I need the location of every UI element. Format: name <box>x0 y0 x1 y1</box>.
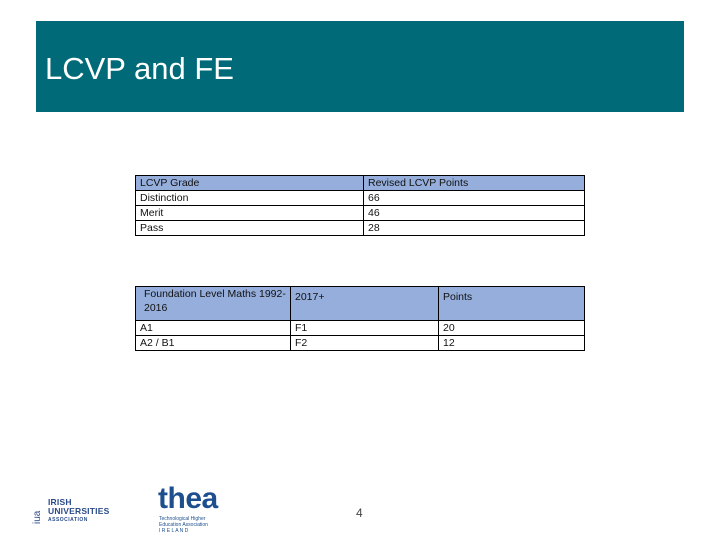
table-header-row <box>136 287 585 321</box>
table-row <box>136 321 585 336</box>
foundation-maths-table <box>135 286 585 351</box>
iua-line: ASSOCIATION <box>48 517 88 523</box>
iua-line: IRISH <box>48 497 72 507</box>
thea-wordmark: thea <box>158 482 218 515</box>
thea-line: Technological Higher <box>159 516 206 522</box>
table-row <box>136 191 585 206</box>
lcvp-points-table <box>135 175 585 236</box>
table-cell: Distinction <box>136 191 364 206</box>
header-cell: 2017+ <box>291 287 439 321</box>
header-cell: LCVP Grade <box>136 176 364 191</box>
table-cell: 46 <box>364 206 585 221</box>
table-row <box>136 336 585 351</box>
header-cell: Points <box>439 287 585 321</box>
slide-title: LCVP and FE <box>45 51 234 86</box>
table-cell: 66 <box>364 191 585 206</box>
table-cell: A1 <box>136 321 291 336</box>
table-row <box>136 221 585 236</box>
header-cell: Foundation Level Maths 1992-2016 <box>136 287 291 321</box>
page-number: 4 <box>356 506 363 520</box>
title-bar <box>36 21 684 112</box>
table-cell: F1 <box>291 321 439 336</box>
header-cell: Revised LCVP Points <box>364 176 585 191</box>
thea-line: Education Association <box>159 522 208 528</box>
table-cell: Pass <box>136 221 364 236</box>
table-cell: 20 <box>439 321 585 336</box>
thea-logo <box>158 482 228 534</box>
table-header-row <box>136 176 585 191</box>
iua-logo <box>30 496 120 526</box>
table-cell: Merit <box>136 206 364 221</box>
table-row <box>136 206 585 221</box>
svg-text:iua: iua <box>32 510 43 524</box>
iua-wordmark <box>48 498 109 525</box>
table-cell: A2 / B1 <box>136 336 291 351</box>
iua-line: UNIVERSITIES <box>48 506 110 516</box>
thea-line: I R E L A N D <box>159 528 189 534</box>
table-cell: 12 <box>439 336 585 351</box>
table-cell: F2 <box>291 336 439 351</box>
table-cell: 28 <box>364 221 585 236</box>
iua-mark-icon <box>30 496 44 526</box>
